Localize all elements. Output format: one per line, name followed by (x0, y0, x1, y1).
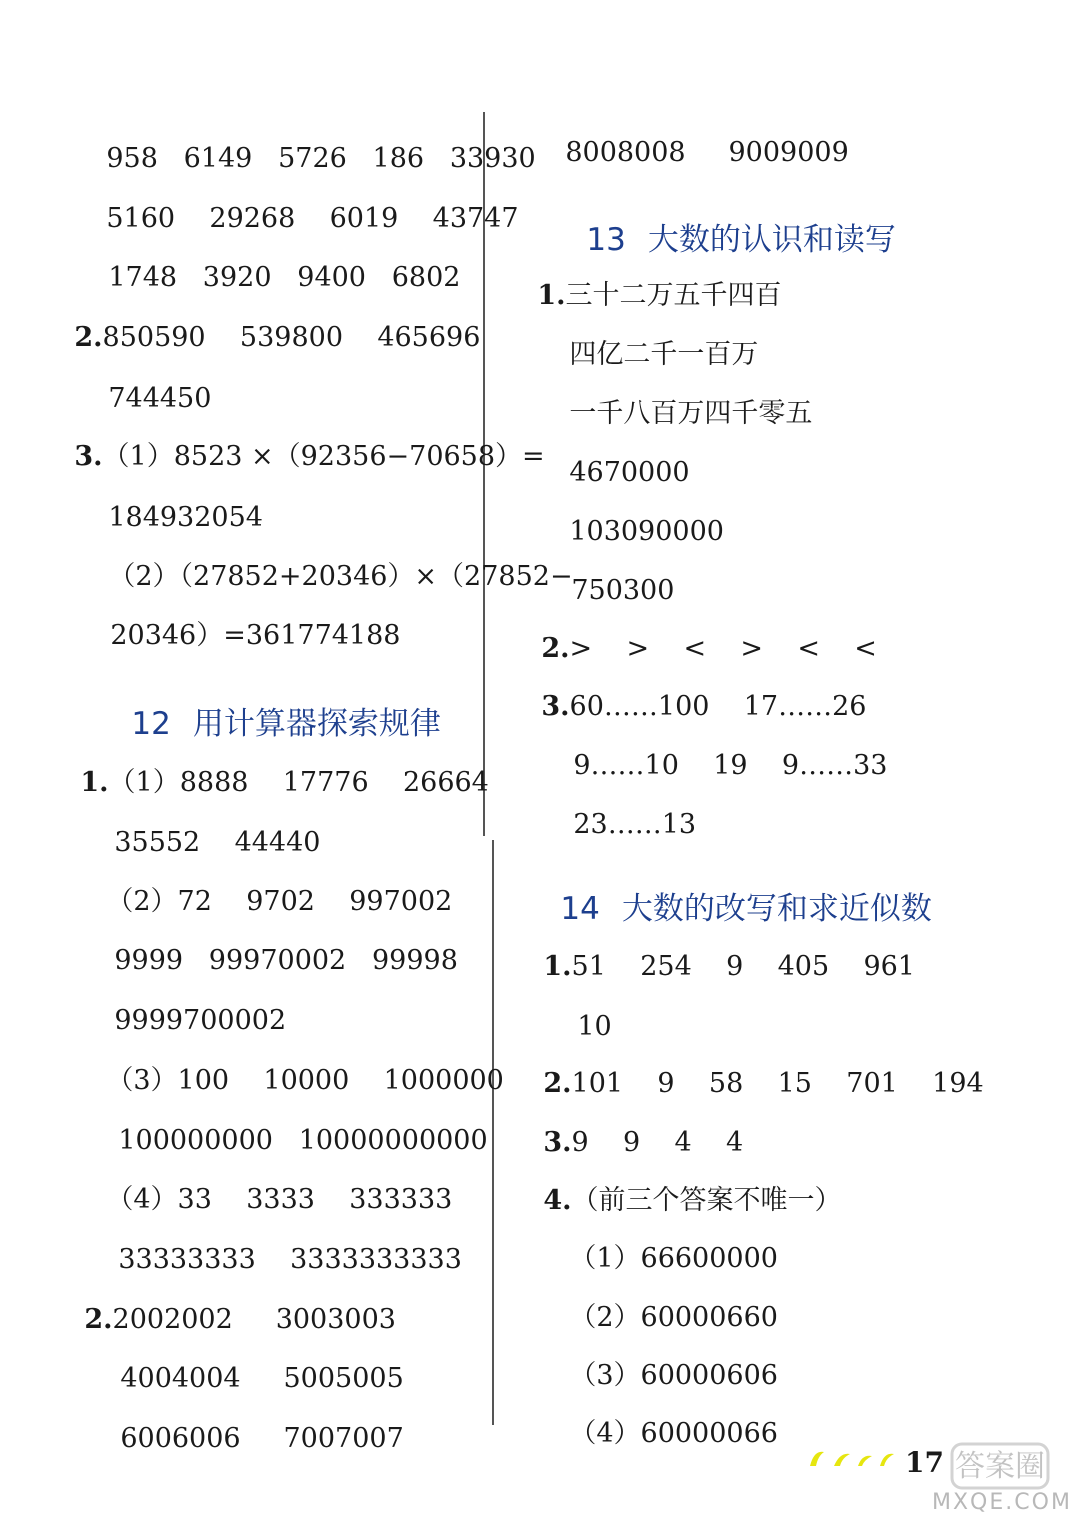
answer-line: 2.> > < > < < (541, 633, 877, 664)
answer-line: 1.51 254 9 405 961 (543, 951, 915, 982)
answer-line: 四亿二千一百万 (569, 339, 759, 370)
answer-logo-icon (950, 1438, 1050, 1492)
answer-line: 103090000 (569, 516, 724, 547)
answer-line: 3.（1）8523 ×（92356−70658）= (74, 441, 545, 472)
answer-line: （4）60000066 (569, 1418, 778, 1449)
section-number: 14 (560, 891, 600, 927)
answer-line: 一千八百万四千零五 (569, 398, 813, 429)
answer-line: （2）60000660 (569, 1302, 778, 1333)
answer-line: （1）66600000 (569, 1243, 778, 1274)
answer-line: （4）33 3333 333333 (106, 1184, 453, 1215)
section-title: 大数的认识和读写 (647, 222, 896, 258)
answer-line: 9999700002 (114, 1005, 287, 1036)
answer-line: （3）100 10000 1000000 (106, 1065, 504, 1096)
answer-line: 5160 29268 6019 43747 (106, 203, 519, 234)
svg-text:答案圈: 答案圈 (955, 1449, 1045, 1484)
page-number: 17 (905, 1446, 944, 1479)
answer-line: 3.60……100 17……26 (541, 691, 867, 722)
answer-line: 4004004 5005005 (120, 1363, 404, 1394)
answer-line: 4.（前三个答案不唯一） (543, 1185, 842, 1216)
answer-line: 3.9 9 4 4 (543, 1127, 744, 1158)
answer-line: 4670000 (569, 457, 690, 488)
section-number: 12 (131, 706, 171, 742)
answer-line: 184932054 (108, 502, 263, 533)
answer-line: 744450 (108, 383, 212, 414)
answer-line: （2）（27852+20346）×（27852− (108, 561, 573, 592)
answer-line: 750300 (571, 575, 675, 606)
answer-line: 1748 3920 9400 6802 (108, 262, 461, 293)
answer-line: 1.（1）8888 17776 26664 (80, 767, 489, 798)
answer-line: 10 (577, 1011, 612, 1042)
answer-line: 2.101 9 58 15 701 194 (543, 1068, 984, 1099)
column-divider-lower (492, 840, 494, 1425)
section-number: 13 (586, 222, 626, 258)
watermark-text: MXQE.COM (932, 1490, 1072, 1515)
section-title: 大数的改写和求近似数 (621, 891, 932, 927)
answer-line: 23……13 (573, 809, 697, 840)
sprout-icon (800, 1442, 900, 1472)
answer-line: 958 6149 5726 186 33930 (106, 143, 536, 174)
answer-line: 8008008 9009009 (565, 137, 849, 168)
answer-line: （2）72 9702 997002 (106, 886, 453, 917)
answer-line: 100000000 10000000000 (118, 1125, 488, 1156)
section-title: 用计算器探索规律 (192, 706, 441, 742)
answer-line: 20346）=361774188 (110, 620, 401, 651)
answer-line: （3）60000606 (569, 1360, 778, 1391)
answer-line: 2.850590 539800 465696 (74, 322, 481, 353)
answer-line: 6006006 7007007 (120, 1423, 404, 1454)
answer-line: 35552 44440 (114, 827, 321, 858)
answer-line: 2.2002002 3003003 (84, 1304, 396, 1335)
answer-line: 1.三十二万五千四百 (537, 280, 782, 311)
answer-line: 33333333 3333333333 (118, 1244, 462, 1275)
answer-line: 9……10 19 9……33 (573, 750, 888, 781)
answer-line: 9999 99970002 99998 (114, 945, 458, 976)
